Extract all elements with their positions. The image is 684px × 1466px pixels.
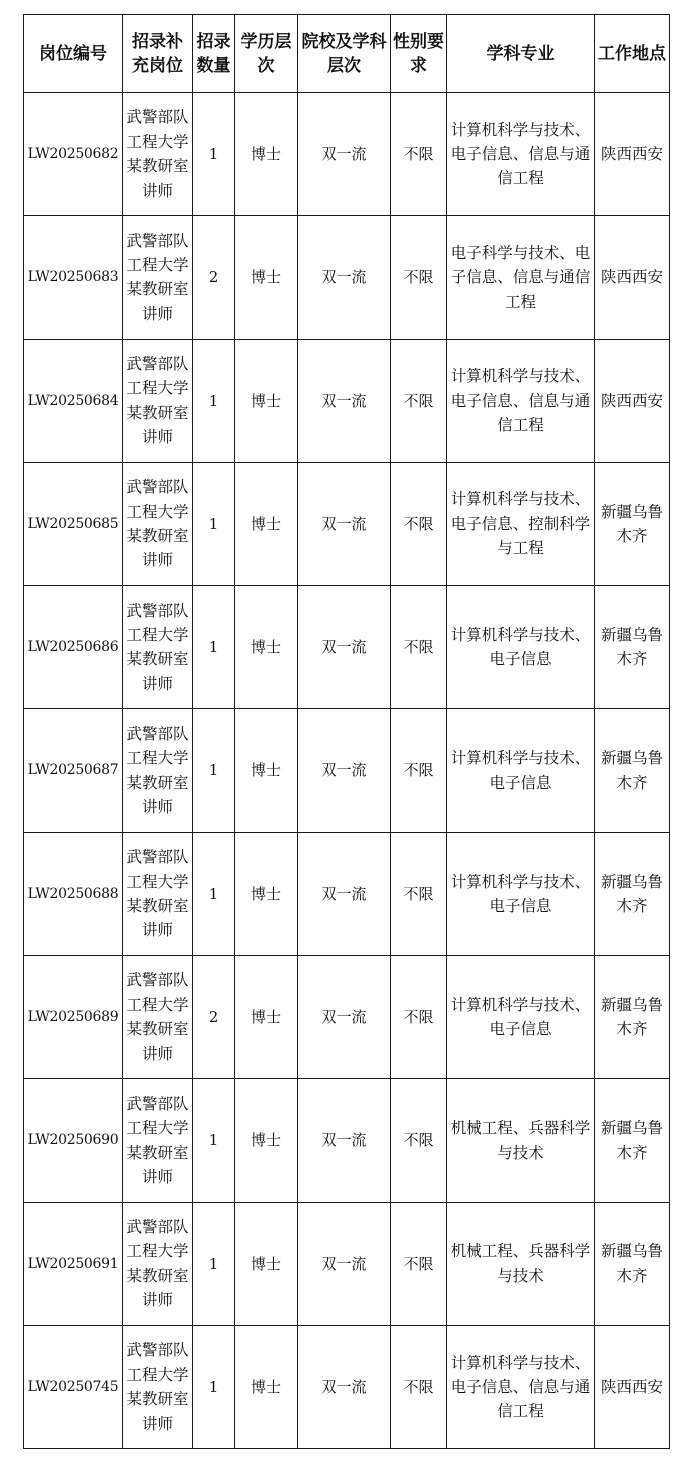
cell-count: 1 (193, 93, 235, 216)
cell-gender: 不限 (391, 339, 447, 462)
cell-count: 1 (193, 586, 235, 709)
cell-edu: 博士 (235, 832, 298, 955)
cell-code: LW20250689 (24, 956, 123, 1079)
table-row (24, 1202, 670, 1325)
header-row (24, 15, 670, 93)
cell-post: 武警部队工程大学某教研室讲师 (123, 462, 193, 585)
cell-location: 新疆乌鲁木齐 (595, 586, 670, 709)
cell-location: 陕西西安 (595, 1325, 670, 1448)
cell-code: LW20250686 (24, 586, 123, 709)
cell-major: 计算机科学与技术、电子信息、信息与通信工程 (447, 339, 595, 462)
cell-school: 双一流 (298, 1079, 391, 1202)
cell-code: LW20250745 (24, 1325, 123, 1448)
cell-post: 武警部队工程大学某教研室讲师 (123, 709, 193, 832)
table-row (24, 339, 670, 462)
cell-count: 1 (193, 1079, 235, 1202)
table-row (24, 1325, 670, 1448)
recruitment-table (23, 14, 670, 1449)
cell-post: 武警部队工程大学某教研室讲师 (123, 1325, 193, 1448)
cell-edu: 博士 (235, 339, 298, 462)
cell-post: 武警部队工程大学某教研室讲师 (123, 832, 193, 955)
table-row (24, 1079, 670, 1202)
cell-location: 新疆乌鲁木齐 (595, 832, 670, 955)
cell-major: 计算机科学与技术、电子信息 (447, 709, 595, 832)
cell-post: 武警部队工程大学某教研室讲师 (123, 1202, 193, 1325)
cell-edu: 博士 (235, 216, 298, 339)
cell-gender: 不限 (391, 832, 447, 955)
cell-gender: 不限 (391, 216, 447, 339)
cell-gender: 不限 (391, 709, 447, 832)
cell-location: 陕西西安 (595, 339, 670, 462)
cell-count: 1 (193, 1325, 235, 1448)
cell-gender: 不限 (391, 586, 447, 709)
cell-count: 2 (193, 956, 235, 1079)
cell-school: 双一流 (298, 1325, 391, 1448)
cell-location: 陕西西安 (595, 93, 670, 216)
cell-count: 1 (193, 709, 235, 832)
table-row (24, 462, 670, 585)
cell-count: 1 (193, 1202, 235, 1325)
cell-school: 双一流 (298, 956, 391, 1079)
table-row (24, 216, 670, 339)
table-row (24, 709, 670, 832)
cell-code: LW20250683 (24, 216, 123, 339)
cell-edu: 博士 (235, 586, 298, 709)
header-school: 院校及学科层次 (298, 15, 391, 93)
cell-location: 新疆乌鲁木齐 (595, 462, 670, 585)
cell-gender: 不限 (391, 1079, 447, 1202)
cell-count: 1 (193, 832, 235, 955)
cell-edu: 博士 (235, 1202, 298, 1325)
cell-location: 新疆乌鲁木齐 (595, 709, 670, 832)
cell-code: LW20250690 (24, 1079, 123, 1202)
cell-school: 双一流 (298, 1202, 391, 1325)
cell-major: 计算机科学与技术、电子信息、控制科学与工程 (447, 462, 595, 585)
cell-post: 武警部队工程大学某教研室讲师 (123, 586, 193, 709)
cell-major: 计算机科学与技术、电子信息、信息与通信工程 (447, 1325, 595, 1448)
cell-gender: 不限 (391, 1325, 447, 1448)
cell-major: 计算机科学与技术、电子信息 (447, 832, 595, 955)
header-gender: 性别要求 (391, 15, 447, 93)
header-count: 招录数量 (193, 15, 235, 93)
cell-count: 1 (193, 339, 235, 462)
cell-school: 双一流 (298, 462, 391, 585)
cell-post: 武警部队工程大学某教研室讲师 (123, 93, 193, 216)
cell-school: 双一流 (298, 216, 391, 339)
cell-major: 计算机科学与技术、电子信息、信息与通信工程 (447, 93, 595, 216)
cell-edu: 博士 (235, 1325, 298, 1448)
cell-code: LW20250687 (24, 709, 123, 832)
cell-count: 1 (193, 462, 235, 585)
cell-location: 新疆乌鲁木齐 (595, 1079, 670, 1202)
cell-gender: 不限 (391, 1202, 447, 1325)
cell-school: 双一流 (298, 339, 391, 462)
cell-post: 武警部队工程大学某教研室讲师 (123, 956, 193, 1079)
cell-major: 电子科学与技术、电子信息、信息与通信工程 (447, 216, 595, 339)
table-row (24, 93, 670, 216)
header-major: 学科专业 (447, 15, 595, 93)
cell-major: 机械工程、兵器科学与技术 (447, 1079, 595, 1202)
cell-school: 双一流 (298, 586, 391, 709)
cell-location: 陕西西安 (595, 216, 670, 339)
cell-code: LW20250684 (24, 339, 123, 462)
table-row (24, 586, 670, 709)
cell-gender: 不限 (391, 93, 447, 216)
header-code: 岗位编号 (24, 15, 123, 93)
table-row (24, 832, 670, 955)
cell-school: 双一流 (298, 709, 391, 832)
cell-school: 双一流 (298, 93, 391, 216)
cell-post: 武警部队工程大学某教研室讲师 (123, 339, 193, 462)
cell-post: 武警部队工程大学某教研室讲师 (123, 1079, 193, 1202)
cell-code: LW20250685 (24, 462, 123, 585)
cell-code: LW20250682 (24, 93, 123, 216)
table-row (24, 956, 670, 1079)
cell-code: LW20250688 (24, 832, 123, 955)
header-location: 工作地点 (595, 15, 670, 93)
cell-location: 新疆乌鲁木齐 (595, 1202, 670, 1325)
cell-post: 武警部队工程大学某教研室讲师 (123, 216, 193, 339)
cell-edu: 博士 (235, 956, 298, 1079)
cell-gender: 不限 (391, 956, 447, 1079)
cell-location: 新疆乌鲁木齐 (595, 956, 670, 1079)
cell-edu: 博士 (235, 462, 298, 585)
cell-major: 计算机科学与技术、电子信息 (447, 586, 595, 709)
cell-school: 双一流 (298, 832, 391, 955)
header-post: 招录补充岗位 (123, 15, 193, 93)
cell-major: 机械工程、兵器科学与技术 (447, 1202, 595, 1325)
cell-edu: 博士 (235, 93, 298, 216)
cell-major: 计算机科学与技术、电子信息 (447, 956, 595, 1079)
cell-edu: 博士 (235, 1079, 298, 1202)
cell-gender: 不限 (391, 462, 447, 585)
header-edu: 学历层次 (235, 15, 298, 93)
cell-edu: 博士 (235, 709, 298, 832)
cell-code: LW20250691 (24, 1202, 123, 1325)
cell-count: 2 (193, 216, 235, 339)
